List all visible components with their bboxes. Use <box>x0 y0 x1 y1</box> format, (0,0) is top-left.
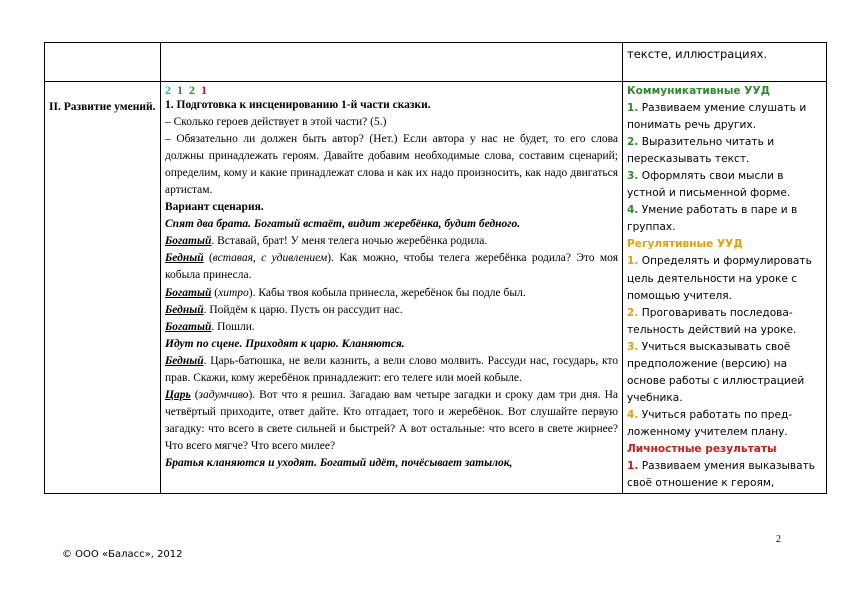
page-number: 2 <box>776 534 781 545</box>
uud-cell <box>623 43 827 82</box>
speaker-name: Бедный <box>165 354 204 367</box>
scenario-line <box>165 353 618 387</box>
uud-item <box>627 339 822 407</box>
uud-heading: Регулятивные УУД <box>627 238 743 251</box>
uud-item-text: Учиться работать по пред-ложенному учителем плану. <box>627 408 793 438</box>
scenario-line: Бедный (вставая, с удивлением). Как можно, чтобы телега жеребёнка родила? Это моя кобыла принесла. <box>165 252 618 282</box>
stage-direction: хитро <box>218 286 249 299</box>
slide-number: 1 <box>201 83 207 97</box>
uud-item-number: 1. <box>627 255 639 268</box>
uud-item-text: Выразительно читать и пересказывать текст. <box>627 136 775 166</box>
table-row <box>45 82 827 494</box>
stage-direction: вставая, с удивлением <box>212 252 328 265</box>
speaker-line: . Царь-батюшка, не вели казнить, а вели слово молвить. Рассуди нас, государь, кто прав. Скажи, кому жеребёнок принадлежит: его телеге или моей кобыле. <box>165 354 618 384</box>
uud-item-number: 1. <box>627 460 639 473</box>
uud-item <box>627 253 822 304</box>
copyright-footer: © ООО «Баласс», 2012 <box>62 549 183 560</box>
speaker-name: Богатый <box>165 320 212 333</box>
uud-item <box>627 458 822 492</box>
stage-cell <box>45 82 161 494</box>
scenario-text <box>165 97 618 472</box>
speaker-name: Богатый <box>165 286 212 299</box>
slide-numbers <box>165 83 618 97</box>
slide-number: 2 <box>189 83 195 97</box>
scenario-line: Спят два брата. Богатый встаёт, видит жеребёнка, будит бедного. <box>165 218 521 231</box>
content-cell <box>161 82 623 494</box>
uud-item-number: 2. <box>627 306 639 319</box>
uud-item-text: Определять и формулировать цель деятельности на уроке с помощью учителя. <box>627 255 812 302</box>
speaker-name: Царь <box>165 388 191 401</box>
speaker-line: . Как можно, чтобы телега жеребёнка родила? Это моя кобыла принесла. <box>165 252 618 282</box>
uud-item <box>627 407 822 441</box>
uud-item-text: Развиваем умения выказывать своё отношение к героям, <box>627 460 816 490</box>
speaker-name: Бедный <box>165 303 204 316</box>
speaker-line: . Вот что я решил. Загадаю вам четыре загадки и сроку дам три дня. На четвёртый приходите, ответ дайте. Кто отгадает, того и жеребёнок. Вот слушайте первую загадку: что всего в свете сильней и быстрей? А вот остальные: что всего в свете жирнее? Что всего мягче? Что всего милее? <box>165 388 618 452</box>
uud-item <box>627 168 822 202</box>
speaker-name: Богатый <box>165 235 212 248</box>
speaker-line: . Пойдём к царю. Пусть он рассудит нас. <box>203 303 403 316</box>
scenario-line: Идут по сцене. Приходят к царю. Кланяются. <box>165 337 405 350</box>
scenario-line <box>165 319 618 336</box>
scenario-line: Вариант сценария. <box>165 201 264 214</box>
uud-item <box>627 202 822 236</box>
uud-list <box>627 83 822 492</box>
scenario-line: 1. Подготовка к инсценированию 1-й части сказки. <box>165 99 431 111</box>
scenario-line: – Сколько героев действует в этой части? (5.) <box>165 116 387 129</box>
lesson-plan-table <box>44 42 827 494</box>
stage-direction: задумчиво <box>198 388 249 401</box>
uud-item-text: Умение работать в паре и в группах. <box>627 204 798 234</box>
speaker-line: . Кабы твоя кобыла принесла, жеребёнок бы подле был. <box>252 286 526 299</box>
uud-item <box>627 134 822 168</box>
scenario-line: Богатый (хитро). Кабы твоя кобыла принесла, жеребёнок бы подле был. <box>165 286 526 299</box>
speaker-line: . Пошли. <box>211 320 255 333</box>
uud-item-text: Учиться высказывать своё предположение (версию) на основе работы с иллюстрацией учебника. <box>627 340 805 404</box>
uud-item-text: Развиваем умение слушать и понимать речь других. <box>627 102 807 132</box>
stage-cell <box>45 43 161 82</box>
uud-item-number: 4. <box>627 204 639 217</box>
uud-item-number: 3. <box>627 170 639 183</box>
uud-item-number: 1. <box>627 102 639 115</box>
uud-item <box>627 305 822 339</box>
speaker-name: Бедный <box>165 252 204 265</box>
speaker-line: . Вставай, брат! У меня телега ночью жеребёнка родила. <box>211 235 488 248</box>
uud-item-number: 4. <box>627 408 639 421</box>
uud-item-text: Оформлять свои мысли в устной и письменной форме. <box>627 170 791 200</box>
uud-item <box>627 100 822 134</box>
scenario-line: – Обязательно ли должен быть автор? (Нет.) Если автора у нас не будет, то его слова должны принадлежать героям. Давайте добавим необходимые слова, составим сценарий; определим, кому и какие принадлежат слова и как их надо произносить, как надо двигаться артистам. <box>165 133 618 197</box>
slide-number: 2 <box>165 83 171 97</box>
content-cell <box>161 43 623 82</box>
uud-text: тексте, иллюстрациях. <box>627 47 768 61</box>
scenario-line: Братья кланяются и уходят. Богатый идёт, почёсывает затылок, <box>165 456 513 469</box>
table-row <box>45 43 827 82</box>
scenario-line <box>165 302 618 319</box>
uud-heading: Личностные результаты <box>627 442 777 455</box>
uud-item-number: 3. <box>627 340 639 353</box>
scenario-line: Царь (задумчиво). Вот что я решил. Загадаю вам четыре загадки и сроку дам три дня. На четвёртый приходите, ответ дайте. Кто отгадает, того и жеребёнок. Вот слушайте первую загадку: что всего в свете сильней и быстрей? А вот остальные: что всего в свете жирнее? Что всего мягче? Что всего милее? <box>165 388 618 452</box>
uud-item-text: Проговаривать последова-тельность действий на уроке. <box>627 306 797 336</box>
scenario-line <box>165 233 618 250</box>
slide-number: 1 <box>177 83 183 97</box>
uud-item-number: 2. <box>627 136 639 149</box>
stage-title: II. Развитие умений. <box>49 101 156 113</box>
uud-cell <box>623 82 827 494</box>
uud-heading: Коммуникативные УУД <box>627 85 771 97</box>
